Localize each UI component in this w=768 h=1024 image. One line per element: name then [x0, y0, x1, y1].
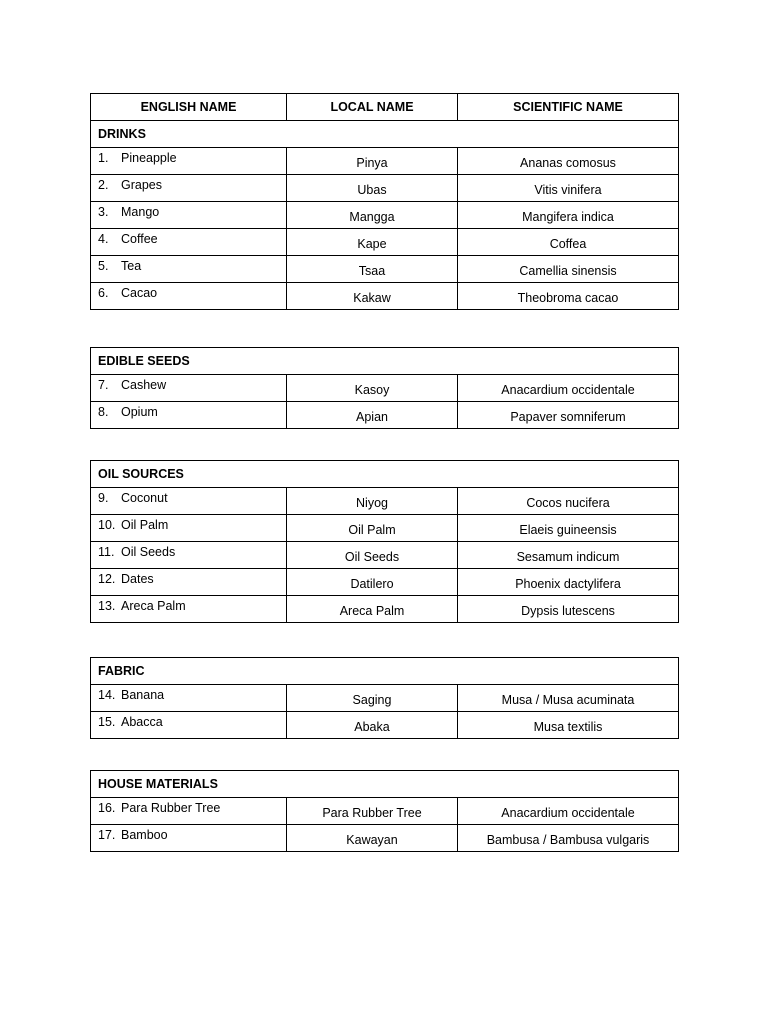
scientific-name: Ananas comosus: [458, 148, 679, 175]
english-name: Oil Palm: [121, 518, 169, 532]
scientific-name: Papaver somniferum: [458, 402, 679, 429]
local-name: Datilero: [287, 569, 458, 596]
house-materials-table: [90, 770, 679, 852]
section-title: HOUSE MATERIALS: [91, 771, 679, 798]
english-name: Cacao: [121, 286, 158, 300]
table-row: [91, 596, 679, 623]
scientific-name: Vitis vinifera: [458, 175, 679, 202]
table-row: [91, 175, 679, 202]
table-row: [91, 685, 679, 712]
english-name-cell: [91, 175, 287, 202]
row-number: 16.: [98, 801, 116, 815]
scientific-name: Sesamum indicum: [458, 542, 679, 569]
english-name-cell: [91, 798, 287, 825]
scientific-name: Anacardium occidentale: [458, 375, 679, 402]
row-number: 8.: [98, 405, 109, 419]
local-name: Oil Seeds: [287, 542, 458, 569]
section-row: [91, 658, 679, 685]
table-row: [91, 712, 679, 739]
section-row: [91, 461, 679, 488]
row-number: 2.: [98, 178, 109, 192]
row-number: 17.: [98, 828, 116, 842]
english-name: Tea: [121, 259, 142, 273]
row-number: 4.: [98, 232, 109, 246]
english-name-cell: [91, 148, 287, 175]
row-number: 12.: [98, 572, 116, 586]
header-row: [91, 94, 679, 121]
english-name-cell: [91, 402, 287, 429]
scientific-name: Phoenix dactylifera: [458, 569, 679, 596]
fabric-table: [90, 657, 679, 739]
row-number: 9.: [98, 491, 109, 505]
row-number: 3.: [98, 205, 109, 219]
table-row: [91, 825, 679, 852]
table-row: [91, 283, 679, 310]
table-row: [91, 515, 679, 542]
english-name: Bamboo: [121, 828, 168, 842]
english-name: Para Rubber Tree: [121, 801, 221, 815]
local-name: Apian: [287, 402, 458, 429]
english-name: Areca Palm: [121, 599, 186, 613]
english-name-cell: [91, 256, 287, 283]
local-name: Mangga: [287, 202, 458, 229]
row-number: 6.: [98, 286, 109, 300]
scientific-name: Elaeis guineensis: [458, 515, 679, 542]
english-name-cell: [91, 596, 287, 623]
row-number: 7.: [98, 378, 109, 392]
english-name: Banana: [121, 688, 165, 702]
table-row: [91, 542, 679, 569]
table-row: [91, 569, 679, 596]
english-name: Opium: [121, 405, 158, 419]
local-name: Abaka: [287, 712, 458, 739]
scientific-name: Theobroma cacao: [458, 283, 679, 310]
english-name: Mango: [121, 205, 160, 219]
english-name-header: ENGLISH NAME: [91, 94, 287, 121]
section-row: [91, 348, 679, 375]
english-name: Pineapple: [121, 151, 177, 165]
english-name: Coconut: [121, 491, 168, 505]
local-name: Pinya: [287, 148, 458, 175]
scientific-name: Anacardium occidentale: [458, 798, 679, 825]
scientific-name: Coffea: [458, 229, 679, 256]
local-name: Kawayan: [287, 825, 458, 852]
local-name: Niyog: [287, 488, 458, 515]
english-name: Grapes: [121, 178, 162, 192]
table-row: [91, 256, 679, 283]
drinks-table: [90, 93, 679, 310]
scientific-name: Dypsis lutescens: [458, 596, 679, 623]
scientific-name: Camellia sinensis: [458, 256, 679, 283]
local-name-header: LOCAL NAME: [287, 94, 458, 121]
scientific-name: Mangifera indica: [458, 202, 679, 229]
section-title: FABRIC: [91, 658, 679, 685]
local-name: Kakaw: [287, 283, 458, 310]
english-name-cell: [91, 202, 287, 229]
local-name: Ubas: [287, 175, 458, 202]
row-number: 10.: [98, 518, 116, 532]
english-name-cell: [91, 375, 287, 402]
english-name: Oil Seeds: [121, 545, 176, 559]
edible-seeds-table: [90, 347, 679, 429]
table-row: [91, 402, 679, 429]
table-row: [91, 148, 679, 175]
english-name-cell: [91, 685, 287, 712]
local-name: Areca Palm: [287, 596, 458, 623]
table-row: [91, 798, 679, 825]
local-name: Tsaa: [287, 256, 458, 283]
section-title: EDIBLE SEEDS: [91, 348, 679, 375]
table-row: [91, 488, 679, 515]
english-name-cell: [91, 229, 287, 256]
english-name-cell: [91, 712, 287, 739]
local-name: Kape: [287, 229, 458, 256]
oil-sources-table: [90, 460, 679, 623]
scientific-name: Cocos nucifera: [458, 488, 679, 515]
scientific-name: Musa textilis: [458, 712, 679, 739]
scientific-name: Musa / Musa acuminata: [458, 685, 679, 712]
english-name-cell: [91, 825, 287, 852]
row-number: 14.: [98, 688, 116, 702]
section-row: [91, 121, 679, 148]
scientific-name-header: SCIENTIFIC NAME: [458, 94, 679, 121]
local-name: Saging: [287, 685, 458, 712]
table-row: [91, 375, 679, 402]
local-name: Oil Palm: [287, 515, 458, 542]
section-title: DRINKS: [91, 121, 679, 148]
english-name: Cashew: [121, 378, 167, 392]
row-number: 13.: [98, 599, 116, 613]
english-name: Dates: [121, 572, 154, 586]
row-number: 15.: [98, 715, 116, 729]
local-name: Kasoy: [287, 375, 458, 402]
scientific-name: Bambusa / Bambusa vulgaris: [458, 825, 679, 852]
english-name: Coffee: [121, 232, 158, 246]
row-number: 11.: [98, 545, 115, 559]
english-name: Abacca: [121, 715, 163, 729]
row-number: 5.: [98, 259, 109, 273]
english-name-cell: [91, 515, 287, 542]
english-name-cell: [91, 283, 287, 310]
english-name-cell: [91, 488, 287, 515]
row-number: 1.: [98, 151, 109, 165]
section-title: OIL SOURCES: [91, 461, 679, 488]
section-row: [91, 771, 679, 798]
english-name-cell: [91, 542, 287, 569]
table-row: [91, 229, 679, 256]
english-name-cell: [91, 569, 287, 596]
local-name: Para Rubber Tree: [287, 798, 458, 825]
table-row: [91, 202, 679, 229]
